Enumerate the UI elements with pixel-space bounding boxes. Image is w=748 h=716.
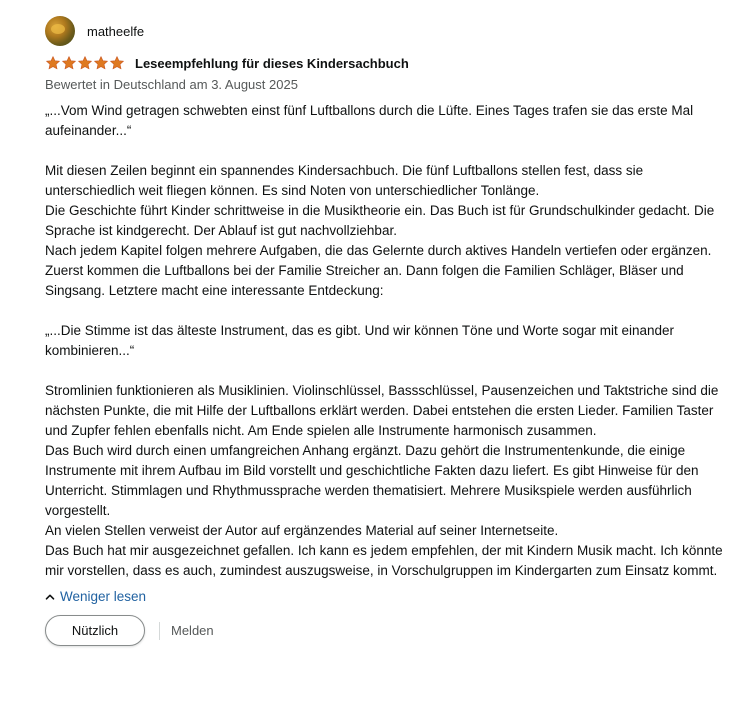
star-icon (109, 55, 125, 71)
reviewer-profile[interactable] (45, 14, 735, 48)
review-paragraph: An vielen Stellen verweist der Autor auf ergänzendes Material auf seiner Internetseite. (45, 523, 559, 538)
review-paragraph: „...Die Stimme ist das älteste Instrument, das es gibt. Und wir können Töne und Worte sogar mit einander kombinieren...“ (45, 323, 675, 358)
star-icon (45, 55, 61, 71)
helpful-button[interactable]: Nützlich (45, 615, 145, 646)
report-link[interactable]: Melden (171, 623, 214, 638)
review-body (45, 101, 735, 581)
review-paragraph: Stromlinien funktionieren als Musiklinien. Violinschlüssel, Bassschlüssel, Pausenzeichen und Taktstriche sind die nächsten Punkte, die mit Hilfe der Luftballons erklärt werden. Dabei entstehen die ersten Lieder. Familien Taster und Zupfer fehlen ebenfalls nicht. Am Ende spielen alle Instrumente harmonisch zusammen. (45, 383, 719, 438)
divider (159, 622, 160, 640)
review-paragraph: Die Geschichte führt Kinder schrittweise in die Musiktheorie ein. Das Buch ist für Grundschulkinder gedacht. Die Sprache ist kindgerecht. Der Ablauf ist gut nachvollziehbar. (45, 203, 715, 238)
review-title[interactable]: Leseempfehlung für dieses Kindersachbuch (135, 55, 409, 71)
star-icon (77, 55, 93, 71)
review-paragraph: Mit diesen Zeilen beginnt ein spannendes Kindersachbuch. Die fünf Luftballons stellen fest, dass sie unterschiedlich weit fliegen können. Es sind Noten von unterschiedlicher Tonlänge. (45, 163, 644, 198)
paragraph-gap (45, 361, 735, 381)
read-less-label[interactable]: Weniger lesen (60, 589, 147, 604)
review-paragraph: „...Vom Wind getragen schwebten einst fünf Luftballons durch die Lüfte. Eines Tages trafen sie das erste Mal aufeinander...“ (45, 103, 694, 138)
reviewer-name[interactable]: matheelfe (87, 23, 145, 39)
review-actions (45, 615, 735, 646)
review-date: Bewertet in Deutschland am 3. August 2025 (45, 77, 298, 92)
paragraph-gap (45, 141, 735, 161)
review-paragraph: Das Buch wird durch einen umfangreichen Anhang ergänzt. Dazu gehört die Instrumentenkunde, die einige Instrumente mit ihrem Aufbau im Bild vorstellt und geschichtliche Fakten dazu liefert. Es gibt Hinweise für den Unterricht. Stimmlagen und Rhythmussprache werden thematisiert. Mehrere Musikspiele werden ausführlich vorgestellt. (45, 443, 699, 518)
review-paragraph: Das Buch hat mir ausgezeichnet gefallen. Ich kann es jedem empfehlen, der mit Kindern Musik macht. Ich könnte mir vorstellen, dass es auch, zumindest auszugsweise, in Vorschulgruppen im Kindergarten zum Einsatz kommt. (45, 543, 723, 578)
read-less-link[interactable] (45, 587, 735, 607)
review-paragraph: Zuerst kommen die Luftballons bei der Familie Streicher an. Dann folgen die Familien Schläger, Bläser und Singsang. Letztere macht eine interessante Entdeckung: (45, 263, 684, 298)
review-paragraph: Nach jedem Kapitel folgen mehrere Aufgaben, die das Gelernte durch aktives Handeln vertiefen oder ergänzen. (45, 243, 712, 258)
review-title-row (45, 53, 735, 73)
star-icon (61, 55, 77, 71)
chevron-up-icon (45, 592, 55, 602)
paragraph-gap (45, 301, 735, 321)
customer-review (45, 14, 735, 646)
star-rating[interactable] (45, 55, 125, 71)
avatar[interactable] (45, 16, 75, 46)
star-icon (93, 55, 109, 71)
